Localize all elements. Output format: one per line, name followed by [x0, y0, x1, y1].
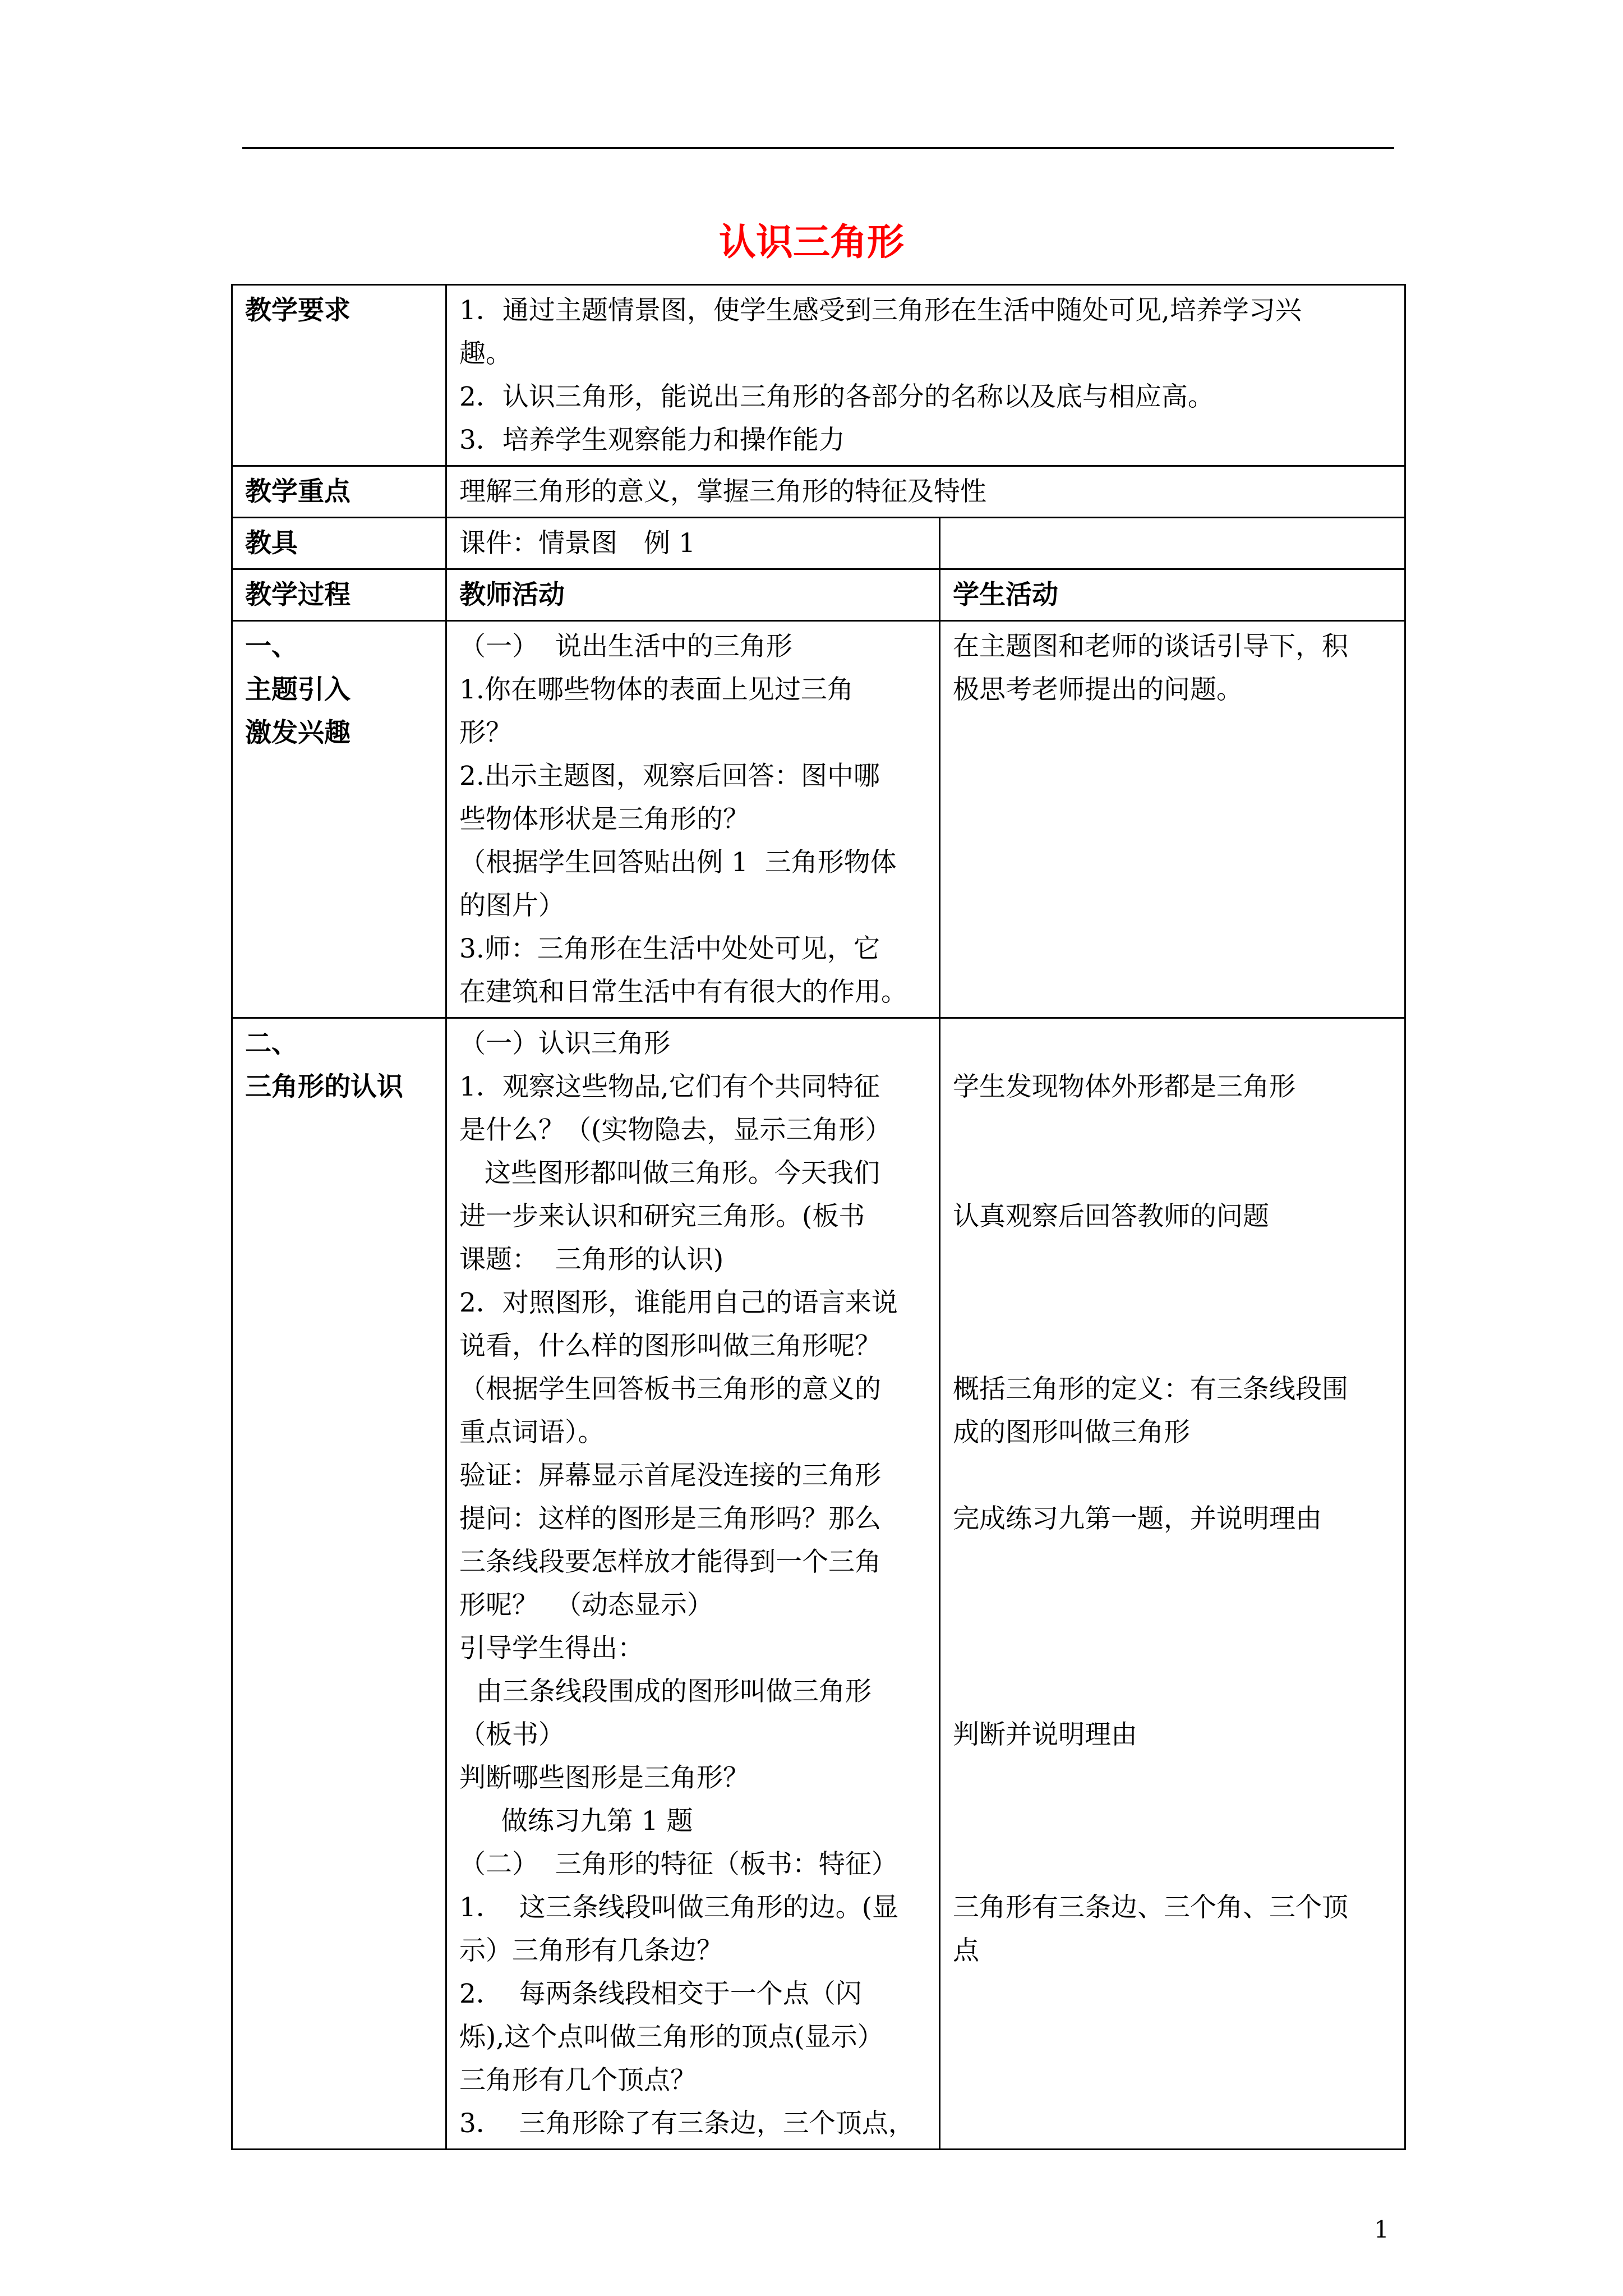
student-line: 概括三角形的定义：有三条线段围	[953, 1374, 1348, 1405]
student-line	[953, 1022, 1394, 1065]
student-line	[953, 1454, 1394, 1497]
tools-content: 课件：情景图 例 1	[446, 518, 940, 569]
row-process-header	[232, 569, 1405, 621]
focus-label: 教学重点	[232, 466, 446, 518]
teacher-line: 1．观察这些物品,它们有个共同特征	[459, 1071, 880, 1102]
student-line	[953, 1108, 1394, 1152]
header-rule	[242, 147, 1394, 149]
focus-content: 理解三角形的意义，掌握三角形的特征及特性	[446, 466, 1405, 518]
student-activity-header: 学生活动	[940, 569, 1405, 621]
section2-label-line: 三角形的认识	[245, 1071, 403, 1102]
tools-extra	[940, 518, 1405, 569]
teacher-line: 些物体形状是三角形的？	[459, 804, 749, 835]
section2-label-line: 二、	[245, 1028, 298, 1059]
teacher-line: 三条线段要怎样放才能得到一个三角	[459, 1547, 881, 1577]
student-line: 学生发现物体外形都是三角形	[953, 1071, 1295, 1102]
row-focus	[232, 466, 1405, 518]
teacher-line: 由三条线段围成的图形叫做三角形	[459, 1676, 872, 1707]
student-line	[953, 1843, 1394, 1886]
teacher-line: 1． 这三条线段叫做三角形的边。(显	[459, 1892, 899, 1923]
teacher-line: 验证：屏幕显示首尾没连接的三角形	[459, 1460, 881, 1491]
teacher-line: 3.师：三角形在生活中处处可见，它	[459, 933, 880, 964]
student-line: 在主题图和老师的谈话引导下，积	[953, 631, 1348, 662]
teacher-line: 做练习九第 1 题	[459, 1806, 693, 1837]
student-line	[953, 1627, 1394, 1670]
student-line	[953, 1540, 1394, 1584]
student-line: 认真观察后回答教师的问题	[953, 1201, 1269, 1232]
teacher-line: （一）认识三角形	[459, 1028, 670, 1059]
row-requirements	[232, 285, 1405, 466]
teacher-line: 1.你在哪些物体的表面上见过三角	[459, 674, 854, 705]
requirements-content	[446, 285, 1405, 466]
page-number: 1	[1374, 2216, 1389, 2243]
teacher-line: 这些图形都叫做三角形。今天我们	[459, 1158, 880, 1189]
teacher-line: （根据学生回答贴出例 1 三角形物体	[459, 847, 897, 878]
student-line: 完成练习九第一题，并说明理由	[953, 1503, 1322, 1534]
row-section-2	[232, 1018, 1405, 2150]
section2-label	[232, 1018, 446, 2150]
row-section-1	[232, 621, 1405, 1018]
process-label: 教学过程	[232, 569, 446, 621]
teacher-line: 判断哪些图形是三角形？	[459, 1763, 749, 1793]
teacher-line: 2.出示主题图，观察后回答：图中哪	[459, 761, 880, 792]
section1-student	[940, 621, 1405, 1018]
teacher-line: 3． 三角形除了有三条边，三个顶点，	[459, 2108, 915, 2139]
teacher-line: 在建筑和日常生活中有有很大的作用。	[459, 977, 907, 1007]
teacher-line: （二） 三角形的特征（板书：特征）	[459, 1849, 898, 1880]
student-line	[953, 1324, 1394, 1368]
teacher-line: 形？	[459, 717, 512, 748]
teacher-line: （板书）	[459, 1719, 565, 1750]
student-line	[953, 1670, 1394, 1713]
section2-teacher	[446, 1018, 940, 2150]
teacher-line: 说看，什么样的图形叫做三角形呢？	[459, 1331, 881, 1361]
student-line	[953, 1800, 1394, 1843]
teacher-activity-header: 教师活动	[446, 569, 940, 621]
student-line	[953, 1238, 1394, 1281]
student-line: 判断并说明理由	[953, 1719, 1137, 1750]
teacher-line: 课题： 三角形的认识)	[459, 1244, 724, 1275]
student-line	[953, 1281, 1394, 1324]
lesson-plan-table	[231, 284, 1406, 2150]
teacher-line: （一） 说出生活中的三角形	[459, 631, 792, 662]
requirements-line: 1．通过主题情景图，使学生感受到三角形在生活中随处可见,培养学习兴	[459, 295, 1302, 326]
section2-student	[940, 1018, 1405, 2150]
student-line: 三角形有三条边、三个角、三个顶	[953, 1892, 1348, 1923]
teacher-line: 是什么？（(实物隐去，显示三角形）	[459, 1115, 892, 1145]
teacher-line: 2． 每两条线段相交于一个点（闪	[459, 1978, 862, 2009]
student-line	[953, 1152, 1394, 1195]
page-title: 认识三角形	[719, 220, 904, 264]
student-line: 点	[953, 1935, 979, 1966]
requirements-label: 教学要求	[232, 285, 446, 466]
requirements-line: 2．认识三角形，能说出三角形的各部分的名称以及底与相应高。	[459, 381, 1214, 412]
teacher-line: 2．对照图形，谁能用自己的语言来说	[459, 1287, 898, 1318]
teacher-line: 三角形有几个顶点？	[459, 2065, 697, 2096]
teacher-line: （根据学生回答板书三角形的意义的	[459, 1374, 881, 1405]
requirements-line: 趣。	[459, 338, 512, 369]
teacher-line: 引导学生得出：	[459, 1633, 644, 1664]
section1-label-line: 一、	[245, 631, 298, 662]
teacher-line: 进一步来认识和研究三角形。(板书	[459, 1201, 865, 1232]
teacher-line: 的图片）	[459, 890, 565, 921]
teacher-line: 烁),这个点叫做三角形的顶点(显示）	[459, 2022, 884, 2053]
teacher-line: 提问：这样的图形是三角形吗？那么	[459, 1503, 881, 1534]
section1-teacher	[446, 621, 940, 1018]
student-line: 极思考老师提出的问题。	[953, 674, 1243, 705]
student-line	[953, 1584, 1394, 1627]
section1-label-line: 激发兴趣	[245, 717, 351, 748]
row-tools	[232, 518, 1405, 569]
teacher-line: 形呢？ （动态显示）	[459, 1590, 713, 1621]
section1-label-line: 主题引入	[245, 674, 351, 705]
teacher-line: 示）三角形有几条边？	[459, 1935, 723, 1966]
section1-label	[232, 621, 446, 1018]
requirements-line: 3．培养学生观察能力和操作能力	[459, 425, 845, 455]
student-line: 成的图形叫做三角形	[953, 1417, 1190, 1448]
teacher-line: 重点词语）。	[459, 1417, 605, 1448]
tools-label: 教具	[232, 518, 446, 569]
student-line	[953, 1756, 1394, 1800]
